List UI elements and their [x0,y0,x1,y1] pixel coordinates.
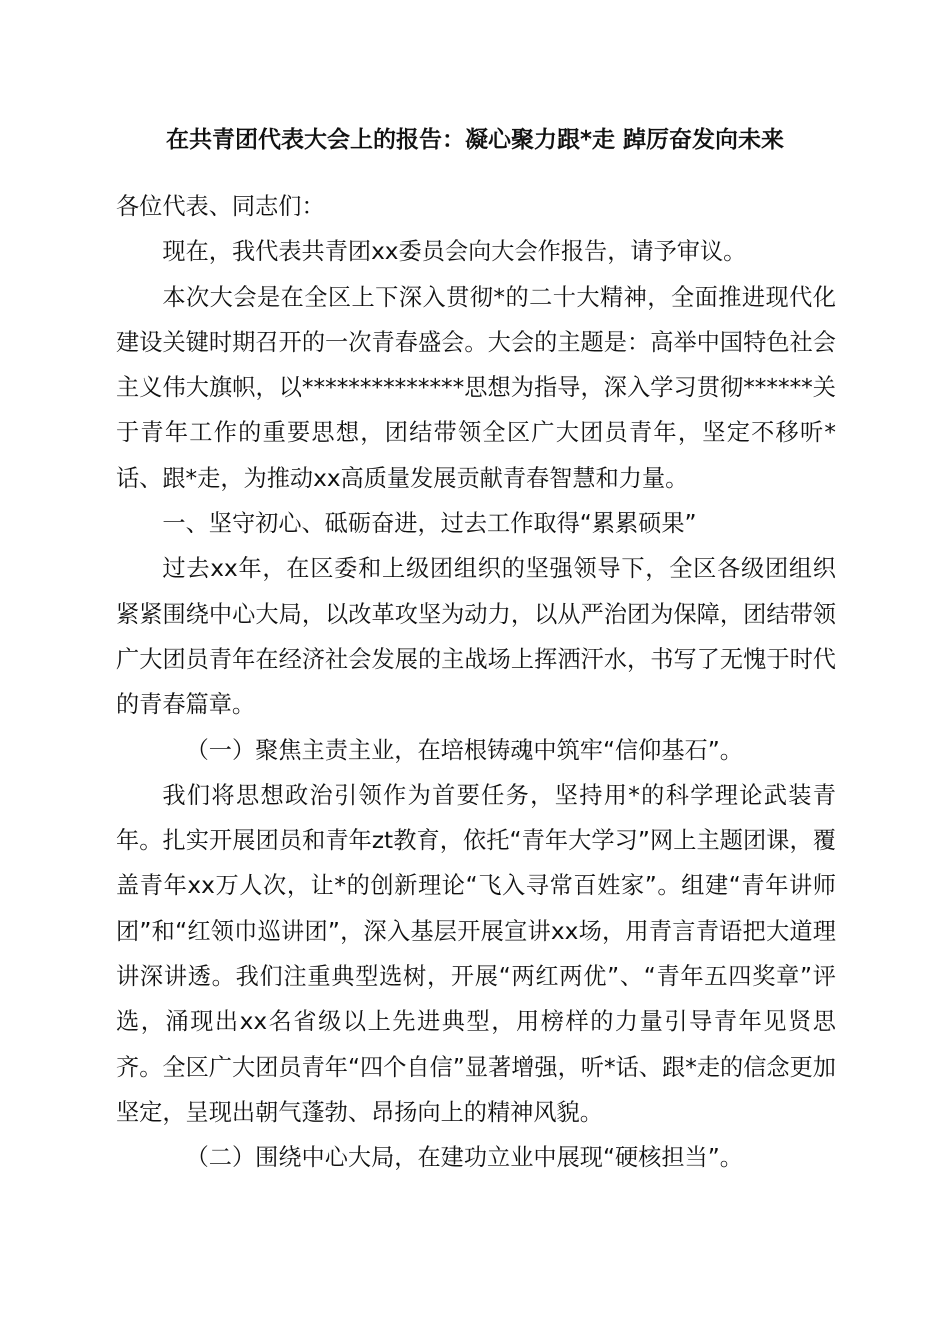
section-heading-1: 一、坚守初心、砥砺奋进，过去工作取得“累累硕果” [162,510,697,538]
subsection-heading-2: （二）围绕中心大局，在建功立业中展现“硬核担当”。 [185,1144,743,1172]
salutation: 各位代表、同志们： [116,193,325,220]
subsection-heading-1: （一）聚焦主责主业，在培根铸魂中筑牢“信仰基石”。 [185,736,743,764]
paragraph-past-work: 过去xx年，在区委和上级团组织的坚强领导下，全区各级团组织紧紧围绕中心大局，以改革攻坚为动力，以从严治团为保障，团结带领广大团员青年在经济社会发展的主战场上挥洒汗水，书写了无愧于时代的青春篇章。 [116,555,836,719]
paragraph-ideological: 我们将思想政治引领作为首要任务，坚持用*的科学理论武装青年。扎实开展团员和青年zt教育，依托“青年大学习”网上主题团课，覆盖青年xx万人次，让*的创新理论“飞入寻常百姓家”。组建“青年讲师团”和“红领巾巡讲团”，深入基层开展宣讲xx场，用青言青语把大道理讲深讲透。我们注重典型选树，开展“两红两优”、“青年五四奖章”评选，涌现出xx名省级以上先进典型，用榜样的力量引导青年见贤思齐。全区广大团员青年“四个自信”显著增强，听*话、跟*走的信念更加坚定，呈现出朝气蓬勃、昂扬向上的精神风貌。 [116,781,836,1126]
document-body [116,184,836,1181]
paragraph-theme: 本次大会是在全区上下深入贯彻*的二十大精神，全面推进现代化建设关键时期召开的一次青春盛会。大会的主题是：高举中国特色社会主义伟大旗帜，以**************思想为指导，深入学习贯彻******关于青年工作的重要思想，团结带领全区广大团员青年，坚定不移听*话、跟*走，为推动xx高质量发展贡献青春智慧和力量。 [116,283,836,492]
paragraph-intro: 现在，我代表共青团xx委员会向大会作报告，请予审议。 [162,238,747,266]
document-title: 在共青团代表大会上的报告：凝心聚力跟*走 踔厉奋发向未来 [165,127,785,153]
